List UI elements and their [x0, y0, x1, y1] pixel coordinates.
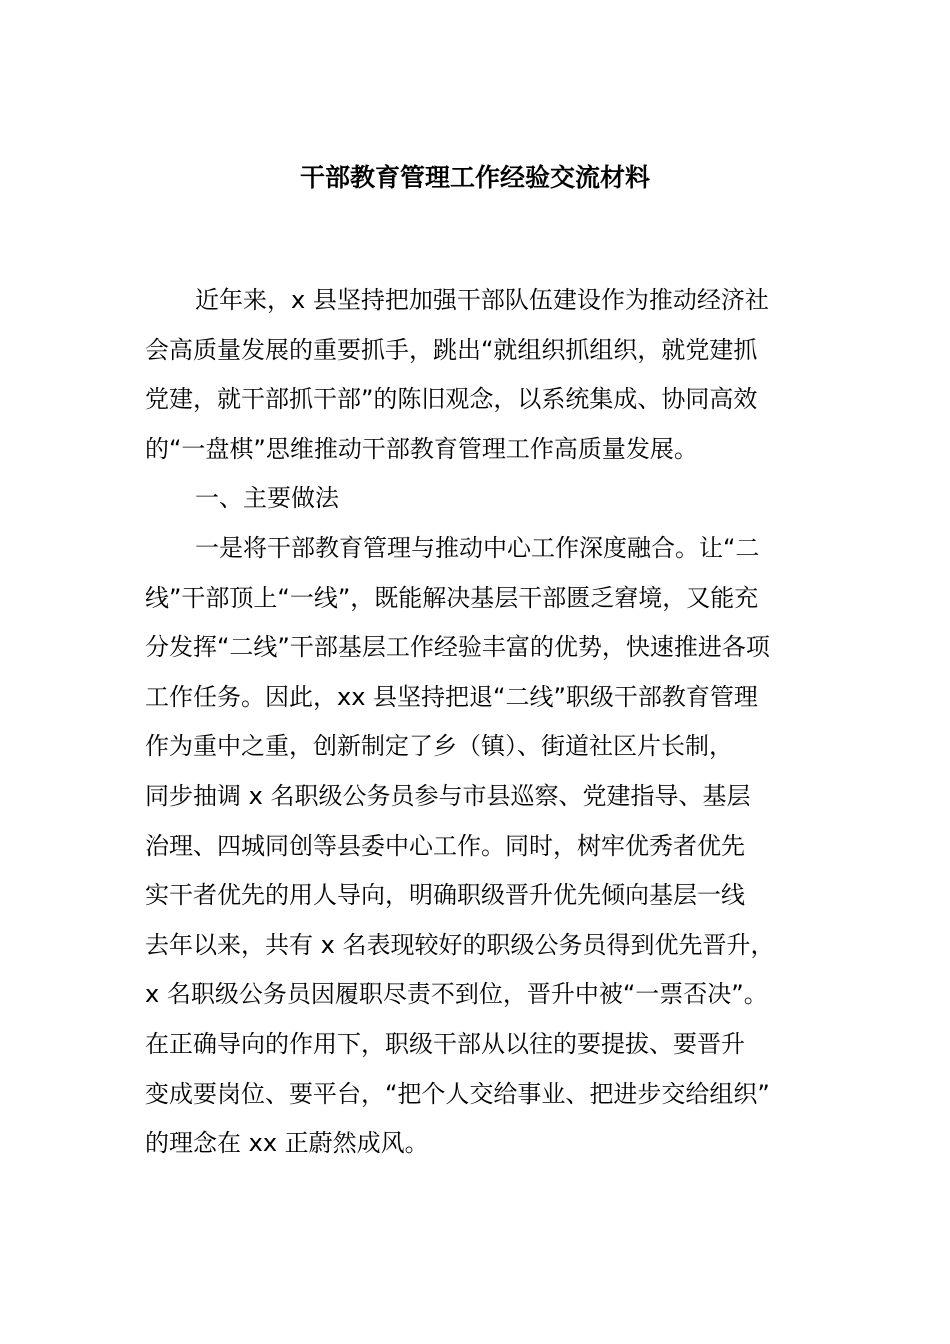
paragraph-line: 线”干部顶上“一线”，既能解决基层干部匮乏窘境，又能充 [145, 583, 759, 612]
paragraph-line: 党建，就干部抓干部”的陈旧观念，以系统集成、协同高效 [145, 385, 758, 414]
section-heading: 一、主要做法 [195, 484, 339, 513]
paragraph-line: 近年来，x 县坚持把加强干部队伍建设作为推动经济社 [195, 286, 769, 314]
paragraph-line: 变成要岗位、要平台，“把个人交给事业、把进步交给组织” [145, 1079, 770, 1108]
paragraph-line: 同步抽调 x 名职级公务员参与市县巡察、党建指导、基层 [145, 781, 751, 810]
paragraph-line: 实干者优先的用人导向，明确职级晋升优先倾向基层一线 [145, 881, 745, 910]
paragraph-line: 一是将干部教育管理与推动中心工作深度融合。让“二 [195, 533, 760, 562]
paragraph-line: 去年以来，共有 x 名表现较好的职级公务员得到优先晋升， [145, 930, 775, 959]
paragraph-line: 会高质量发展的重要抓手，跳出“就组织抓组织，就党建抓 [145, 335, 758, 364]
paragraph-line: 分发挥“二线”干部基层工作经验丰富的优势，快速推进各项 [145, 633, 770, 662]
paragraph-line: 治理、四城同创等县委中心工作。同时，树牢优秀者优先 [145, 831, 745, 860]
paragraph-line: 在正确导向的作用下，职级干部从以往的要提拔、要晋升 [145, 1029, 745, 1058]
paragraph-line: 作为重中之重，创新制定了乡（镇）、街道社区片长制， [145, 732, 733, 761]
paragraph-line: x 名职级公务员因履职尽责不到位，晋升中被“一票否决”。 [145, 980, 768, 1009]
document-body [145, 276, 815, 1169]
paragraph-line: 的“一盘棋”思维推动干部教育管理工作高质量发展。 [145, 434, 698, 463]
document-title: 干部教育管理工作经验交流材料 [299, 163, 650, 192]
paragraph-line: 的理念在 xx 正蔚然成风。 [145, 1129, 429, 1158]
paragraph-line: 工作任务。因此，xx 县坚持把退“二线”职级干部教育管理 [145, 682, 758, 711]
